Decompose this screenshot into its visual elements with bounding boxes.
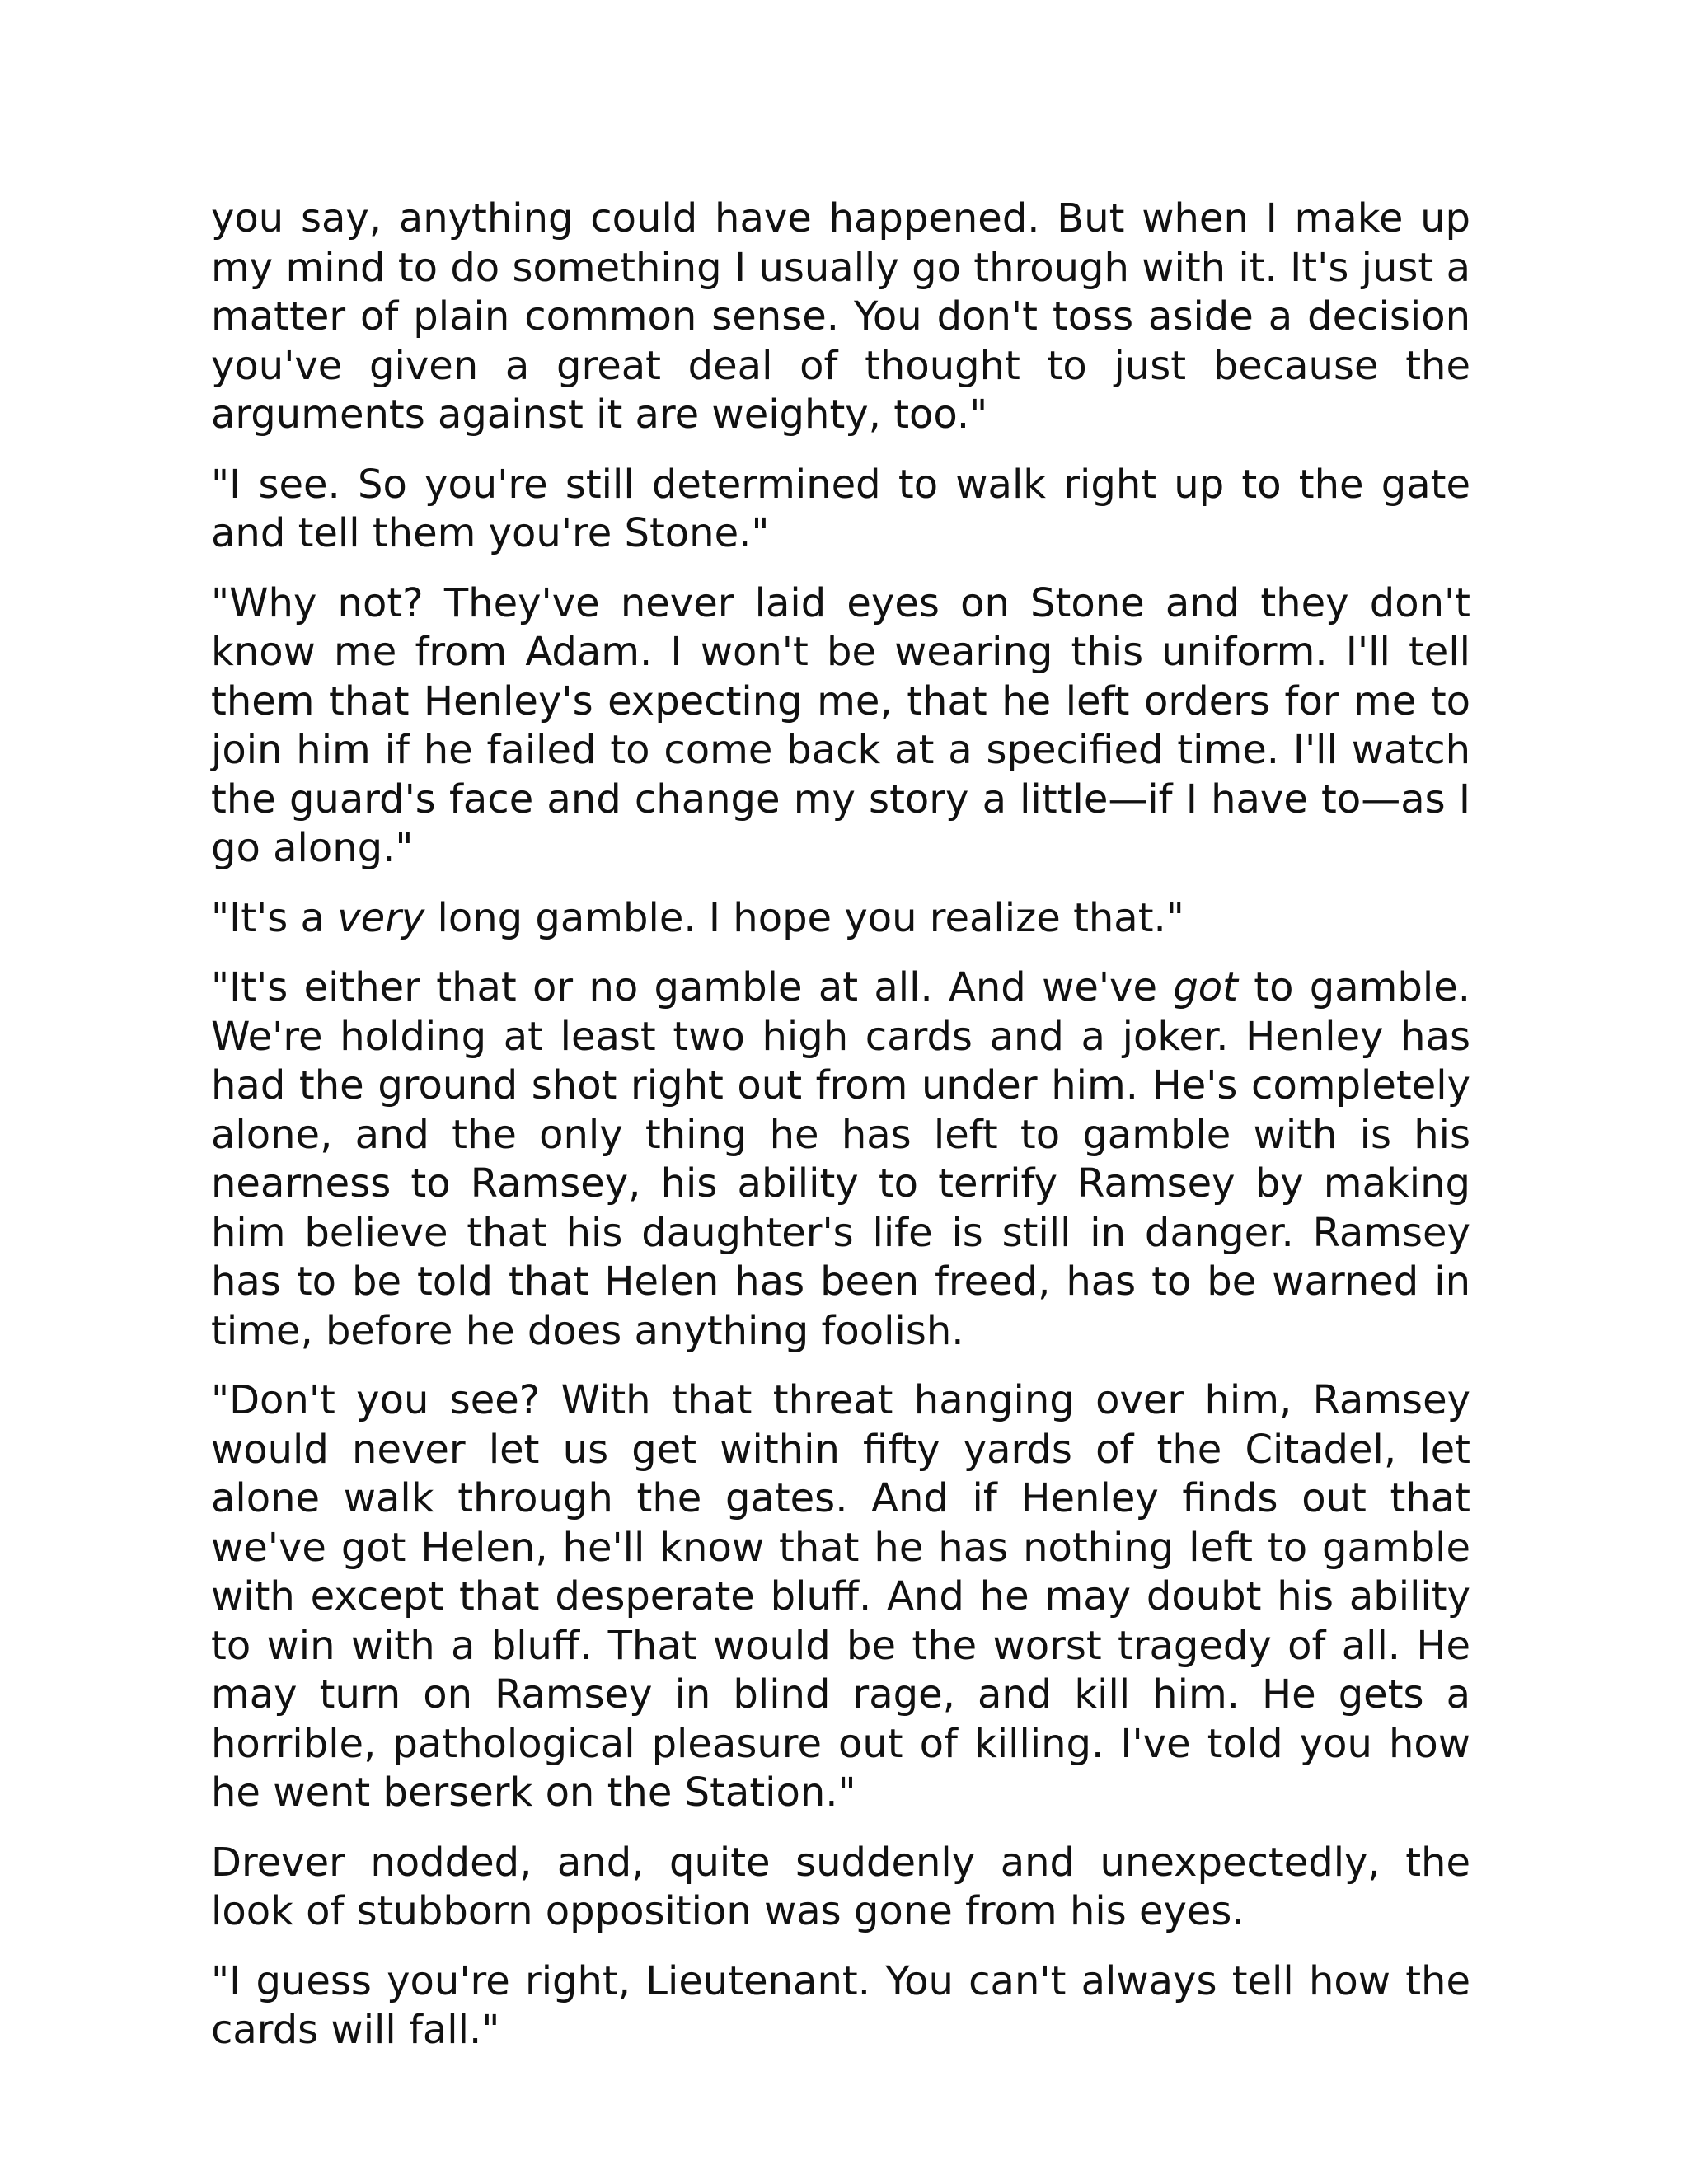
paragraph-5 [211,963,1470,1356]
paragraph-3 [211,579,1470,874]
paragraph-text: "I see. So you're still determined to walk right up to the gate and tell them you're Stone." [211,461,1470,556]
paragraph-6 [211,1376,1470,1818]
paragraph-text: "Why not? They've never laid eyes on Stone and they don't know me from Adam. I won't be wearing this uniform. I'll tell them that Henley's expecting me, that he left orders for me to join him if he failed to come back at a specified time. I'll watch the guard's face and change my story a little—if I have to—as I go along." [211,579,1470,871]
paragraph-text: "I guess you're right, Lieutenant. You can't always tell how the cards will fall." [211,1957,1470,2053]
paragraph-text: "It's a [211,894,338,941]
body-text [211,194,1470,2076]
paragraph-text: to gamble. We're holding at least two high cards and a joker. Henley has had the ground shot right out from under him. He's completely alone, and the only thing he has left to gamble with is his nearness to Ramsey, his ability to terrify Ramsey by making him believe that his daughter's life is still in danger. Ramsey has to be told that Helen has been freed, has to be warned in time, before he does anything foolish. [211,964,1471,1354]
emphasis-text: very [337,894,425,941]
paragraph-2 [211,461,1470,559]
paragraph-text: "Don't you see? With that threat hanging over him, Ramsey would never let us get within fifty yards of the Citadel, let alone walk through the gates. And if Henley finds out that we've got Helen, he'll know that he has nothing left to gamble with except that desperate bluff. And he may doubt his ability to win with a bluff. That would be the worst tragedy of all. He may turn on Ramsey in blind rage, and kill him. He gets a horrible, pathological pleasure out of killing. I've told you how he went berserk on the Station." [211,1377,1470,1816]
paragraph-7 [211,1839,1470,1937]
paragraph-text: you say, anything could have happened. But when I make up my mind to do something I usually go through with it. It's just a matter of plain common sense. You don't toss aside a decision you've given a great deal of thought to just because the arguments against it are weighty, too." [211,195,1470,438]
paragraph-4 [211,894,1470,944]
paragraph-8 [211,1957,1470,2055]
emphasis-text: got [1173,964,1238,1010]
paragraph-1 [211,194,1470,440]
paragraph-text: long gamble. I hope you realize that." [424,894,1184,941]
paragraph-text: Drever nodded, and, quite suddenly and unexpectedly, the look of stubborn opposition was gone from his eyes. [211,1839,1470,1934]
paragraph-text: "It's either that or no gamble at all. And we've [211,964,1174,1010]
